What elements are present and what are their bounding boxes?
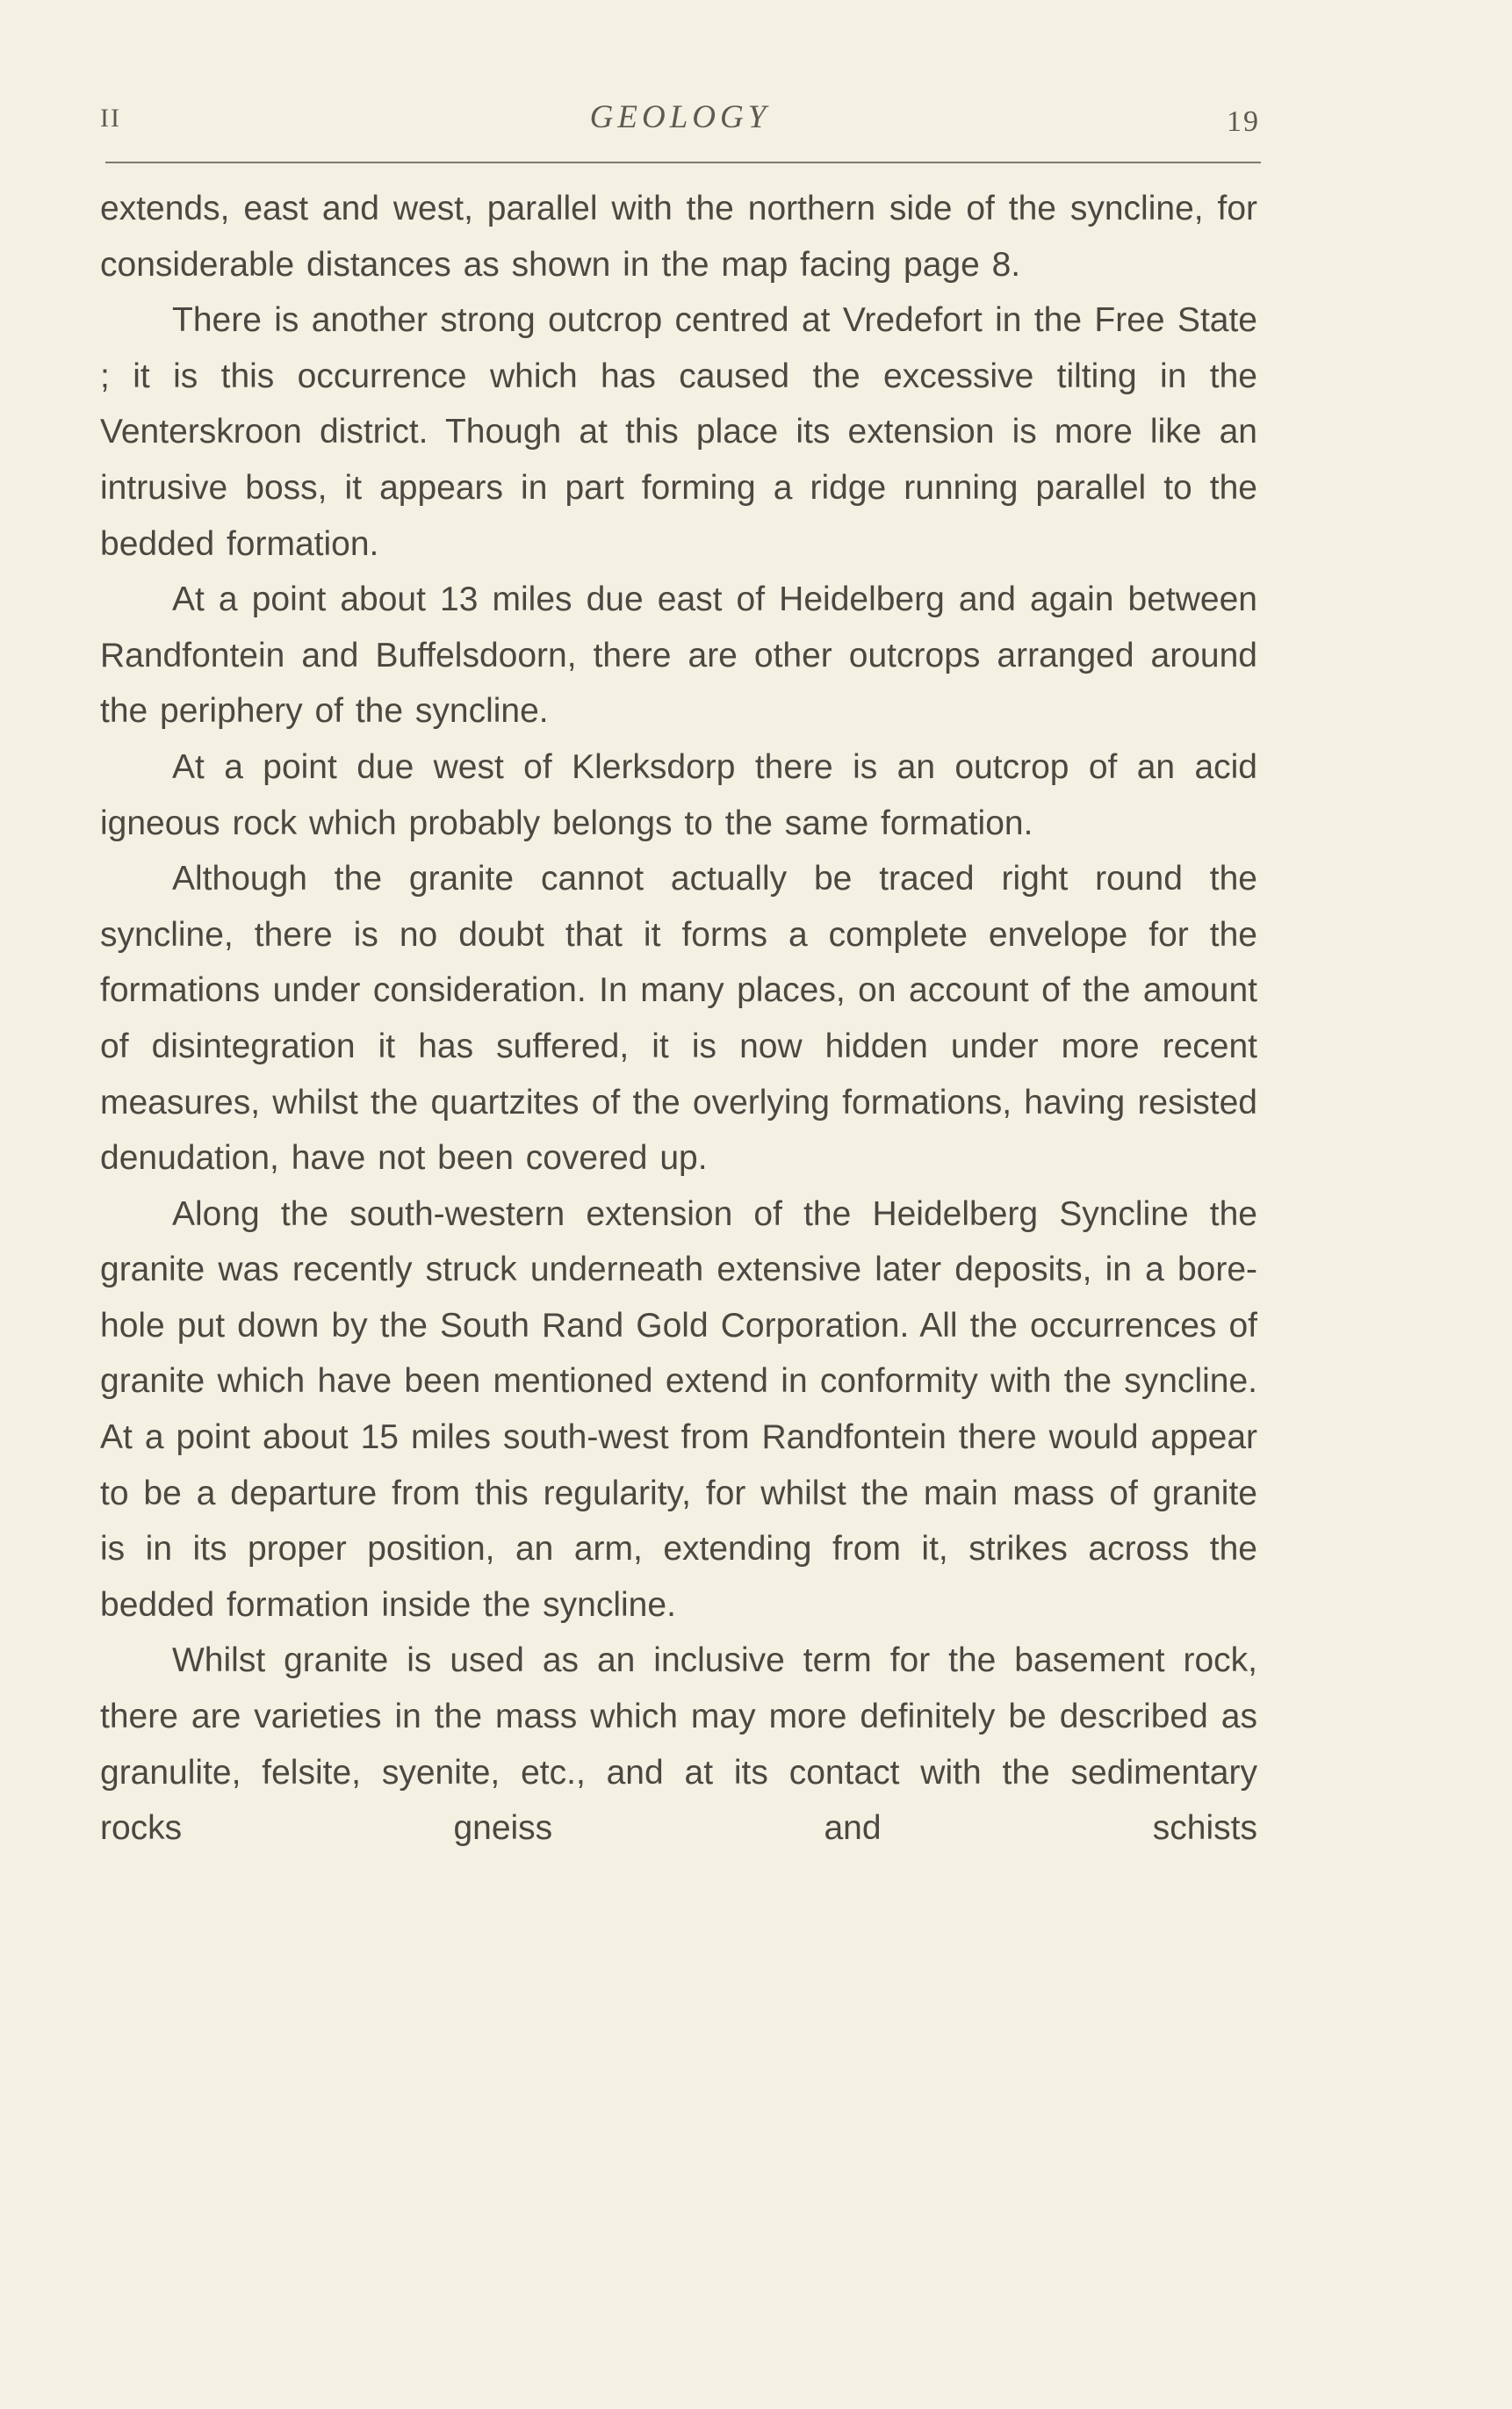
paragraph: There is another strong outcrop centred at Vredefort in the Free State ; it is this occurrence which has caused the excessive tilting in the Venterskroon district. Though at this place its extension is more like an intrusive boss, it appears in part forming a ridge running parallel to the bedded formation. (100, 301, 1257, 563)
body-text (100, 181, 1257, 1857)
paragraph: Whilst granite is used as an inclusive term for the basement rock, there are varieties in the mass which may more definitely be described as granulite, felsite, syenite, etc., and at its contact with the sedimentary rocks gneiss and schists (100, 1641, 1257, 1848)
running-head (98, 95, 1262, 148)
paragraph: extends, east and west, parallel with the northern side of the syncline, for considerable distances as shown in the map facing page 8. (100, 190, 1257, 284)
page-number: 19 (1227, 105, 1260, 138)
chapter-number: II (100, 104, 121, 133)
paragraph: At a point about 13 miles due east of Heidelberg and again between Randfontein and Buffelsdoorn, there are other outcrops arranged around the periphery of the syncline. (100, 581, 1257, 731)
paragraph: At a point due west of Klerksdorp there is an outcrop of an acid igneous rock which probably belongs to the same formation. (100, 747, 1257, 842)
paragraph: Along the south-western extension of the Heidelberg Syncline the granite was recently struck underneath extensive later deposits, in a bore-hole put down by the South Rand Gold Corporation. All the occurrences of granite which have been mentioned extend in conformity with the syncline. At a point about 15 miles south-west from Randfontein there would appear to be a departure from this regularity, for whilst the main mass of granite is in its proper position, an arm, extending from it, strikes across the bedded formation inside the syncline. (100, 1194, 1257, 1624)
running-title: GEOLOGY (589, 99, 771, 135)
header-rule (105, 162, 1261, 163)
paragraph: Although the granite cannot actually be traced right round the syncline, there is no doubt that it forms a complete envelope for the formations under consideration. In many places, on account of the amount of disintegration it has suffered, it is now hidden under more recent measures, whilst the quartzites of the overlying formations, having resisted denudation, have not been covered up. (100, 860, 1257, 1178)
